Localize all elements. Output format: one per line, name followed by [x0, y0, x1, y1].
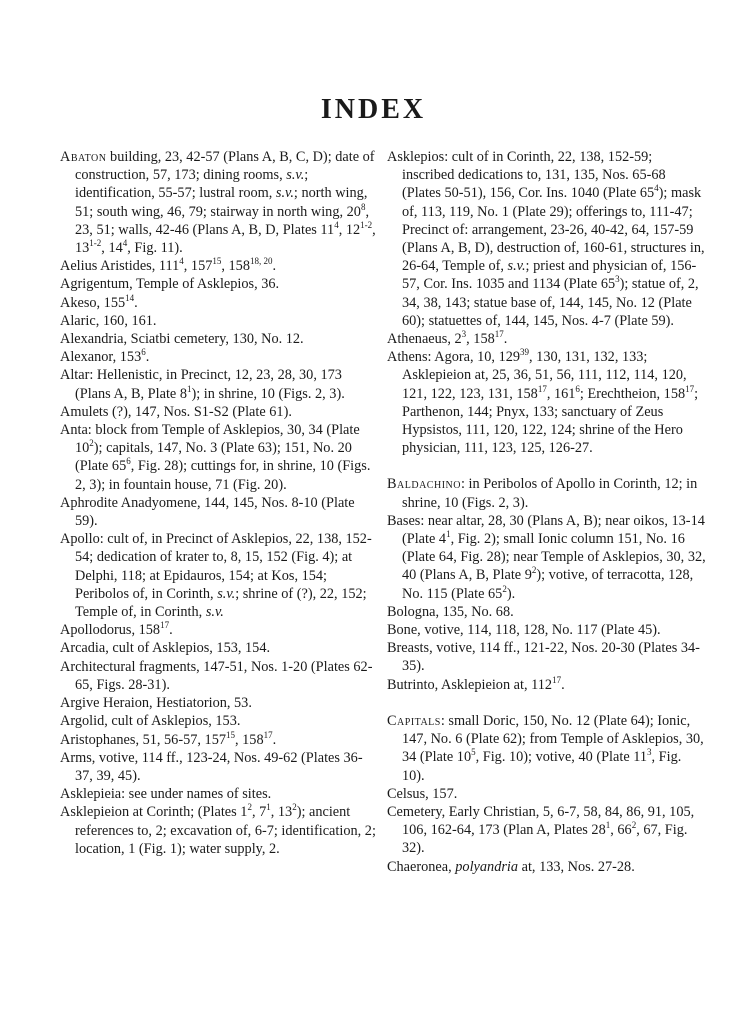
index-entry: Chaeronea, polyandria at, 133, Nos. 27-28. [387, 858, 635, 875]
index-entry: Bases: near altar, 28, 30 (Plans A, B); near oikos, 13-14 (Plate $4^1$, Fig. 2); small Ionic column 151, No. 16 (Plate 64, Fig. 28); near Temple of Asklepios, 30, 32, 40 (Plans A, B, Plate $9^2$); votive, of terracotta, 128, No. 115 (Plate $65^2$). [387, 512, 706, 602]
index-entry: Asklepieion at Corinth; (Plates $1^2$, $7^1$, $13^2$); ancient references to, 2; excavation of, 6-7; identification, 2; location, 1 (Fig. 1); water supply, 2. [60, 802, 376, 857]
index-column-left [60, 148, 380, 858]
index-entry: Aristophanes, 51, 56-57, $157^{15}$, $158^{17}$. [60, 729, 277, 748]
index-entry: Architectural fragments, 147-51, Nos. 1-20 (Plates 62-65, Figs. 28-31). [60, 658, 373, 693]
index-entry: Arms, votive, 114 ff., 123-24, Nos. 49-62 (Plates 36-37, 39, 45). [60, 749, 363, 784]
index-entry: Alexanor, $153^6$. [60, 347, 150, 366]
page-title: INDEX [320, 94, 427, 125]
index-entry: Altar: Hellenistic, in Precinct, 12, 23, 28, 30, 173 (Plans A, B, Plate $8^1$); in shrine, 10 (Figs. 2, 3). [60, 367, 345, 402]
index-entry: Argive Heraion, Hestiatorion, 53. [60, 695, 252, 712]
index-entry: Amulets (?), 147, Nos. S1-S2 (Plate 61). [60, 403, 292, 420]
index-entry: Cemetery, Early Christian, 5, 6-7, 58, 84, 86, 91, 105, 106, 162-64, 173 (Plan A, Plates $28^1$, $66^2$, 67, Fig. 32). [387, 803, 695, 857]
index-entry: Alexandria, Sciatbi cemetery, 130, No. 12. [60, 331, 304, 348]
index-entry: Arcadia, cult of Asklepios, 153, 154. [60, 640, 271, 657]
index-column-right [387, 148, 707, 876]
index-entry: Bologna, 135, No. 68. [387, 603, 514, 620]
letter-group-divider [387, 694, 707, 712]
index-entry: Anta: block from Temple of Asklepios, 30, 34 (Plate $10^2$); capitals, 147, No. 3 (Plate 63); 151, No. 20 (Plate $65^6$, Fig. 28); cuttings for, in shrine, 10 (Figs. 2, 3); in fountain house, 71 (Fig. 20). [60, 422, 371, 493]
index-entry: Apollo: cult of, in Precinct of Asklepios, 22, 138, 152-54; dedication of krater to, 8, 15, 152 (Fig. 4); at Delphi, 118; at Epidauros, 154; at Kos, 154; Peribolos of, in Corinth, s.v.; shrine of (?), 22, 152; Temple of, in Corinth, s.v. [60, 531, 372, 621]
index-entry: Athenaeus, $2^3$, $158^{17}$. [387, 329, 508, 348]
index-entry: Bone, votive, 114, 118, 128, No. 117 (Plate 45). [387, 622, 661, 639]
index-entry: Baldachino: in Peribolos of Apollo in Corinth, 12; in shrine, 10 (Figs. 2, 3). [387, 476, 698, 511]
index-entry: Butrinto, Asklepieion at, $112^{17}$. [387, 674, 565, 693]
index-entry: Aphrodite Anadyomene, 144, 145, Nos. 8-10 (Plate 59). [60, 494, 355, 530]
index-entry: Celsus, 157. [387, 785, 458, 802]
index-entry: Agrigentum, Temple of Asklepios, 36. [60, 276, 280, 293]
index-entry: Asklepios: cult of in Corinth, 22, 138, 152-59; inscribed dedications to, 131, 135, Nos. 65-68 (Plates 50-51), 156, Cor. Ins. 1040 (Plate $65^4$); mask of, 113, 119, No. 1 (Plate 29); offerings to, 111-47; Precinct of: arrangement, 23-26, 40-42, 64, 157-59 (Plans A, B, D), destruction of, 160-61, structures in, 26-64, Temple of, s.v.; priest and physician of, 156-57, Cor. Ins. 1035 and 1134 (Plate $65^3$); statue of, 2, 34, 38, 143; statue base of, 144, 145, No. 12 (Plate 60); statuettes of, 144, 145, Nos. 4-7 (Plate 59). [387, 149, 705, 329]
index-entry: Athens: Agora, 10, $129^{39}$, 130, 131, 132, 133; Asklepieion at, 25, 36, 51, 56, 111, 112, 114, 120, 121, 122, 123, 131, $158^{17}$, $161^6$; Erechtheion, $158^{17}$; Parthenon, 144; Pnyx, 133; sanctuary of Zeus Hypsistos, 111, 120, 122, 124; shrine of the Hero physician, 111, 123, 125, 126-27. [387, 347, 699, 457]
index-entry: Akeso, $155^{14}$. [60, 292, 138, 311]
index-entry: Capitals: small Doric, 150, No. 12 (Plate 64); Ionic, 147, No. 6 (Plate 62); from Temple of Asklepios, 30, 34 (Plate $10^5$, Fig. 10); votive, 40 (Plate $11^3$, Fig. 10). [387, 712, 704, 784]
index-entry: Aelius Aristides, $111^4$, $157^{15}$, 158$^{18, 20}$. [60, 256, 277, 275]
letter-group-divider [387, 457, 707, 475]
index-entry: Alaric, 160, 161. [60, 312, 157, 329]
index-entry: Apollodorus, $158^{17}$. [60, 620, 173, 639]
index-entry: Asklepieia: see under names of sites. [60, 786, 272, 803]
index-entry: Argolid, cult of Asklepios, 153. [60, 713, 241, 730]
index-entry: Abaton building, 23, 42-57 (Plans A, B, C, D); date of construction, 57, 173; dining rooms, s.v.; identification, 55-57; lustral room, s.v.; north wing, 51; south wing, 46, 79; stairway in north wing, $20^8$, 23, 51; walls, 42-46 (Plans A, B, D, Plates $11^4$, 12$^{1-2}$, 13$^{1-2}$, $14^4$, Fig. 11). [60, 149, 376, 257]
index-entry: Breasts, votive, 114 ff., 121-22, Nos. 20-30 (Plates 34-35). [387, 640, 700, 675]
